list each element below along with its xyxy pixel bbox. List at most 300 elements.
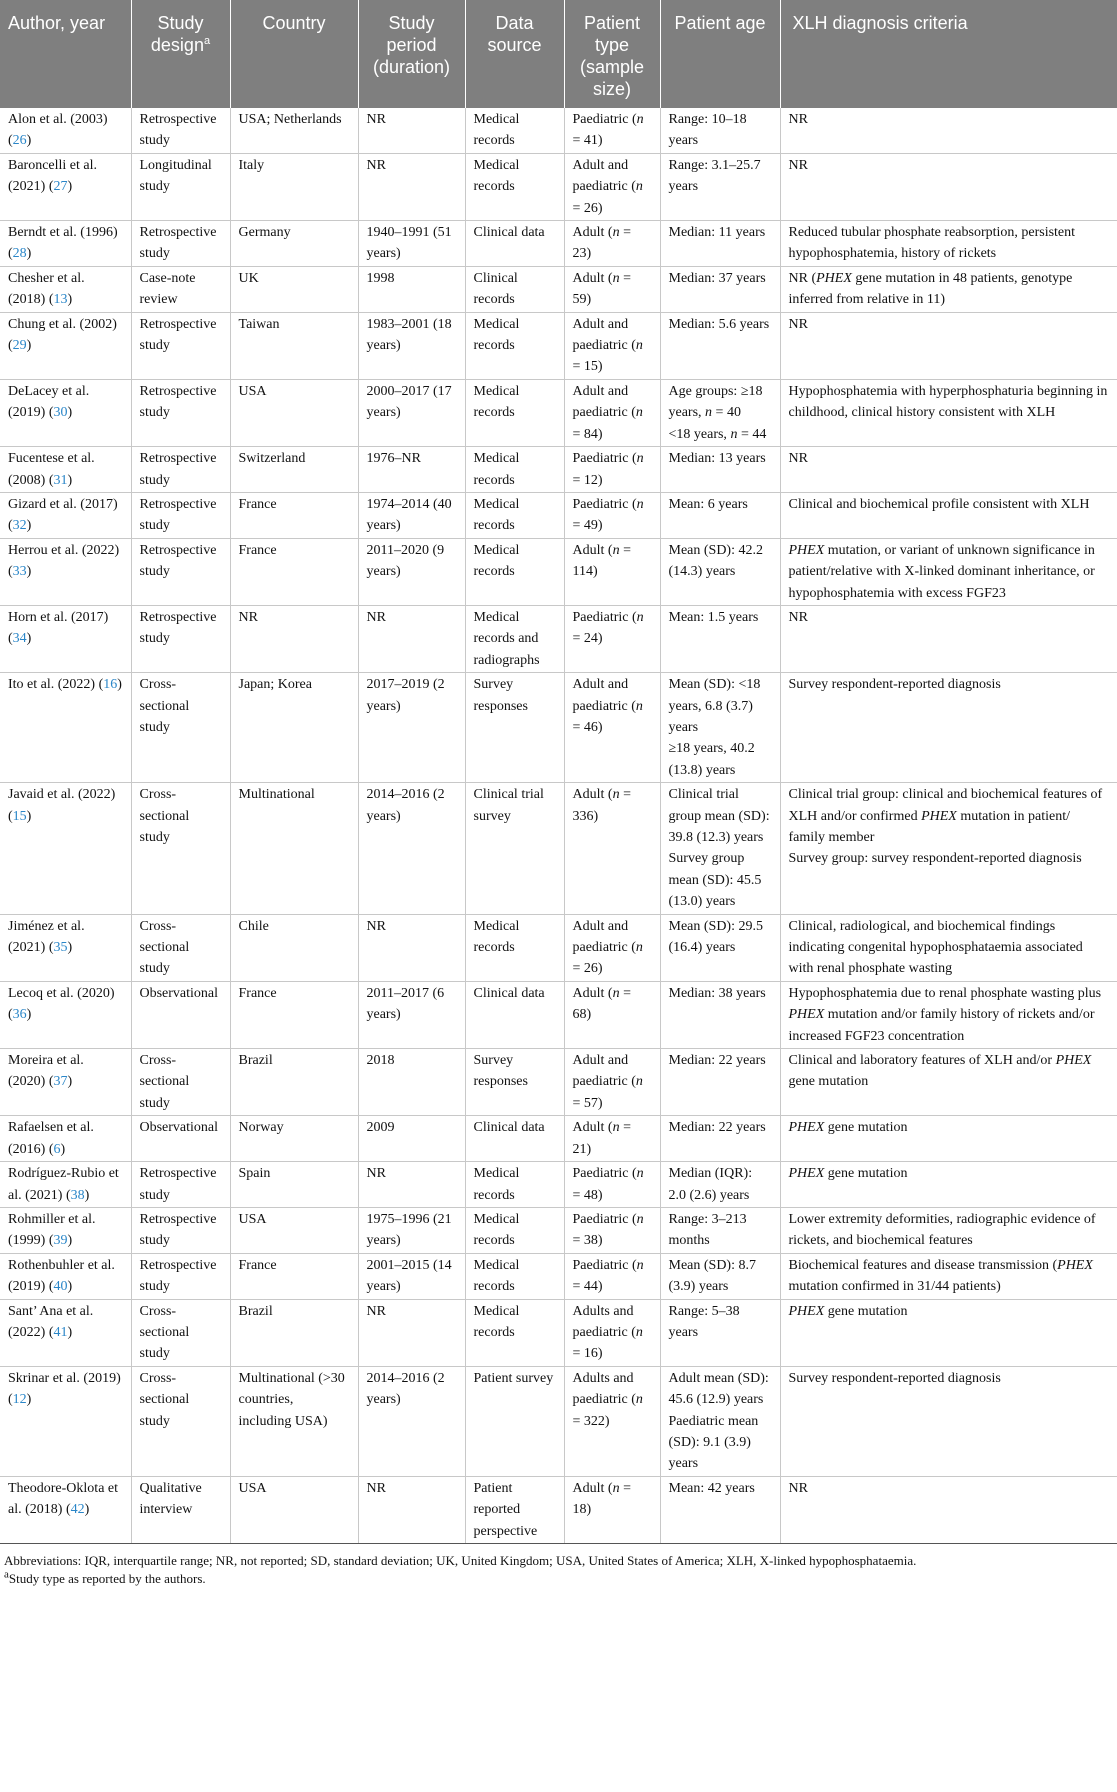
criteria-text: NR	[788, 451, 808, 467]
n-label: n	[612, 225, 620, 241]
patient-type-cell: Paediatric (n = 12)	[564, 447, 660, 493]
source-cell: Medical records	[465, 538, 564, 605]
criteria-text: mutation confirmed in 31/44 patients)	[788, 1279, 1001, 1295]
sample-size: 114	[572, 564, 593, 580]
n-label: n	[635, 1324, 643, 1340]
country-cell: UK	[230, 266, 358, 312]
sample-size: 41	[583, 133, 598, 149]
reference-link[interactable]: 35	[53, 940, 68, 956]
country-cell: Taiwan	[230, 312, 358, 379]
author-text: Jiménez et al. (2021)	[8, 918, 85, 956]
table-row	[0, 538, 1117, 605]
n-label: n	[636, 112, 644, 127]
n-label: n	[635, 338, 643, 354]
design-cell: Retrospective study	[131, 1162, 230, 1208]
reference-link[interactable]: 12	[12, 1392, 27, 1408]
criteria-text: gene mutation	[824, 1166, 908, 1182]
diagnosis-criteria-cell	[780, 981, 1117, 1048]
header-patient-age: Patient age	[660, 0, 780, 108]
reference-link[interactable]: 26	[12, 133, 27, 149]
patient-type-text: Adult	[572, 225, 605, 241]
country-cell: Multinational	[230, 783, 358, 914]
sample-size: 59	[572, 292, 587, 308]
diagnosis-criteria-cell	[780, 221, 1117, 267]
author-cell: Lecoq et al. (2020) (36)	[0, 981, 131, 1048]
sample-size: 57	[583, 1095, 598, 1111]
source-cell: Clinical data	[465, 221, 564, 267]
n-label: n	[635, 179, 643, 195]
patient-type-text: Paediatric	[572, 1211, 629, 1227]
country-cell: France	[230, 981, 358, 1048]
design-cell: Cross-sectional study	[131, 783, 230, 914]
sample-size: 44	[583, 1279, 598, 1295]
period-cell: NR	[358, 108, 465, 153]
age-text: Median: 37 years	[668, 270, 766, 286]
author-cell: Alon et al. (2003) (26)	[0, 108, 131, 153]
period-cell: 1940–1991 (51 years)	[358, 221, 465, 267]
patient-age-cell	[660, 673, 780, 783]
n-label: n	[612, 985, 620, 1001]
country-cell: Japan; Korea	[230, 673, 358, 783]
criteria-text: NR	[788, 1480, 808, 1496]
design-cell: Retrospective study	[131, 379, 230, 446]
diagnosis-criteria-cell	[780, 1366, 1117, 1476]
author-cell: Chesher et al. (2018) (13)	[0, 266, 131, 312]
table-footnotes	[0, 1544, 1117, 1588]
patient-type-text: Adult and paediatric	[572, 677, 629, 714]
country-cell: USA	[230, 379, 358, 446]
age-text: Mean: 6 years	[668, 496, 748, 512]
author-text: Chesher et al. (2018)	[8, 270, 85, 308]
footnote-a-marker: a	[203, 35, 211, 47]
patient-type-cell: Adult (n = 68)	[564, 981, 660, 1048]
patient-type-text: Adults and paediatric	[572, 1370, 634, 1408]
author-text: Sant’ Ana et al. (2022)	[8, 1303, 94, 1340]
n-label: n	[635, 1074, 643, 1090]
diagnosis-criteria-cell	[780, 914, 1117, 981]
author-text: Fucentese et al. (2008)	[8, 451, 95, 488]
author-cell: Sant’ Ana et al. (2022) (41)	[0, 1299, 131, 1366]
age-text: Range: 3–213 months	[668, 1211, 747, 1249]
age-text: Range: 10–18 years	[668, 112, 747, 149]
patient-age-cell	[660, 981, 780, 1048]
reference-link[interactable]: 29	[12, 338, 27, 354]
source-cell: Medical records	[465, 108, 564, 153]
author-cell: Baroncelli et al. (2021) (27)	[0, 153, 131, 220]
age-text: Median: 13 years	[668, 451, 766, 467]
age-text: Mean (SD): 29.5 (16.4) years	[668, 918, 763, 956]
author-text: Moreira et al. (2020)	[8, 1053, 84, 1090]
reference-link[interactable]: 16	[103, 677, 118, 693]
table-row	[0, 1116, 1117, 1162]
source-cell: Medical records	[465, 492, 564, 538]
period-cell: 1974–2014 (40 years)	[358, 492, 465, 538]
diagnosis-criteria-cell	[780, 108, 1117, 153]
reference-link[interactable]: 34	[12, 631, 27, 647]
author-text: Ito et al. (2022)	[8, 677, 96, 693]
patient-type-text: Paediatric	[572, 1166, 629, 1182]
age-n: 40	[726, 405, 741, 421]
patient-type-text: Adult and paediatric	[572, 918, 629, 956]
country-cell: NR	[230, 605, 358, 672]
age-text: Range: 3.1–25.7 years	[668, 157, 761, 195]
period-cell: 2011–2017 (6 years)	[358, 981, 465, 1048]
sample-size: 38	[583, 1233, 598, 1249]
source-cell: Patient survey	[465, 1366, 564, 1476]
period-cell: 2011–2020 (9 years)	[358, 538, 465, 605]
author-text: Rothenbuhler et al. (2019)	[8, 1257, 115, 1295]
period-cell: 2009	[358, 1116, 465, 1162]
period-cell: NR	[358, 1476, 465, 1543]
author-text: Herrou et al. (2022)	[8, 542, 120, 558]
study-type-footnote: $^a$Study type as reported by the authors.	[4, 1568, 206, 1586]
period-cell: 2017–2019 (2 years)	[358, 673, 465, 783]
age-text: Median: 11 years	[668, 225, 766, 241]
patient-type-text: Paediatric	[572, 112, 629, 127]
reference-link[interactable]: 15	[12, 808, 27, 824]
period-cell: 1976–NR	[358, 447, 465, 493]
sample-size: 12	[583, 472, 598, 488]
table-row	[0, 1299, 1117, 1366]
author-text: Rafaelsen et al. (2016)	[8, 1120, 94, 1157]
design-cell: Retrospective study	[131, 108, 230, 153]
design-cell: Observational	[131, 981, 230, 1048]
age-text: Mean (SD): 42.2 (14.3) years	[668, 542, 763, 580]
reference-link[interactable]: 41	[53, 1324, 68, 1340]
header-diagnosis-criteria: XLH diagnosis criteria	[780, 0, 1117, 108]
n-label: n	[636, 609, 644, 625]
source-cell: Medical records and radiographs	[465, 605, 564, 672]
design-cell: Cross-sectional study	[131, 1366, 230, 1476]
patient-type-cell: Adult (n = 23)	[564, 221, 660, 267]
table-row	[0, 221, 1117, 267]
source-cell: Medical records	[465, 1253, 564, 1299]
period-cell: NR	[358, 153, 465, 220]
age-line: Mean (SD): <18 years, 6.8 (3.7) years	[668, 677, 761, 735]
author-cell: Rohmiller et al. (1999) (39)	[0, 1207, 131, 1253]
patient-type-text: Paediatric	[572, 451, 629, 467]
author-cell: Skrinar et al. (2019) (12)	[0, 1366, 131, 1476]
design-cell: Cross-sectional study	[131, 914, 230, 981]
reference-link[interactable]: 30	[53, 405, 68, 421]
n-label: n	[612, 787, 620, 803]
table-row	[0, 783, 1117, 914]
patient-type-text: Adult and paediatric	[572, 1053, 629, 1090]
sample-size: 16	[583, 1346, 598, 1362]
period-cell: NR	[358, 1162, 465, 1208]
author-cell: Chung et al. (2002) (29)	[0, 312, 131, 379]
header-row	[0, 0, 1117, 108]
patient-type-text: Adult and paediatric	[572, 316, 629, 354]
diagnosis-criteria-cell	[780, 1253, 1117, 1299]
n-label: n	[612, 542, 620, 558]
age-line: Age groups: ≥18 years,	[668, 383, 763, 421]
author-cell: Ito et al. (2022) (16)	[0, 673, 131, 783]
source-cell: Medical records	[465, 1162, 564, 1208]
patient-age-cell	[660, 538, 780, 605]
table-row	[0, 266, 1117, 312]
patient-type-text: Adult	[572, 1120, 605, 1136]
table-row	[0, 1476, 1117, 1543]
table-row	[0, 108, 1117, 153]
patient-type-cell: Paediatric (n = 38)	[564, 1207, 660, 1253]
author-cell: Fucentese et al. (2008) (31)	[0, 447, 131, 493]
table-row	[0, 673, 1117, 783]
patient-type-cell: Paediatric (n = 24)	[564, 605, 660, 672]
n-label: n	[636, 1211, 644, 1227]
author-text: Alon et al. (2003)	[8, 112, 108, 127]
criteria-text: NR	[788, 316, 808, 332]
author-cell: Jiménez et al. (2021) (35)	[0, 914, 131, 981]
source-cell: Clinical data	[465, 981, 564, 1048]
patient-age-cell	[660, 1116, 780, 1162]
age-line: ≥18 years, 40.2 (13.8) years	[668, 741, 755, 778]
table-row	[0, 914, 1117, 981]
criteria-text: Clinical and biochemical profile consistent with XLH	[788, 496, 1090, 512]
table-row	[0, 492, 1117, 538]
age-line: Paediatric mean (SD): 9.1 (3.9) years	[668, 1413, 759, 1472]
criteria-text: Hypophosphatemia due to renal phosphate wasting plus	[788, 985, 1102, 1001]
source-cell: Medical records	[465, 914, 564, 981]
age-text: Median: 38 years	[668, 985, 766, 1001]
table-row	[0, 1207, 1117, 1253]
n-label: n	[730, 426, 738, 442]
n-label: n	[612, 270, 620, 286]
design-cell: Qualitative interview	[131, 1476, 230, 1543]
patient-age-cell	[660, 1207, 780, 1253]
patient-type-cell: Paediatric (n = 48)	[564, 1162, 660, 1208]
design-cell: Retrospective study	[131, 1253, 230, 1299]
author-cell: Herrou et al. (2022) (33)	[0, 538, 131, 605]
age-text: Mean: 42 years	[668, 1480, 755, 1496]
source-cell: Medical records	[465, 153, 564, 220]
patient-type-cell: Adult (n = 336)	[564, 783, 660, 914]
patient-type-cell: Adults and paediatric (n = 322)	[564, 1366, 660, 1476]
patient-type-cell: Adult and paediatric (n = 57)	[564, 1049, 660, 1116]
table-row	[0, 1366, 1117, 1476]
age-text: Median: 22 years	[668, 1120, 766, 1136]
patient-type-cell: Adult (n = 18)	[564, 1476, 660, 1543]
author-cell: Javaid et al. (2022) (15)	[0, 783, 131, 914]
country-cell: Chile	[230, 914, 358, 981]
patient-age-cell	[660, 447, 780, 493]
patient-age-cell	[660, 1162, 780, 1208]
patient-type-cell: Paediatric (n = 41)	[564, 108, 660, 153]
author-text: Rohmiller et al. (1999)	[8, 1211, 96, 1249]
criteria-text: gene mutation	[824, 1120, 908, 1136]
table-body	[0, 108, 1117, 1544]
abbreviations-footnote: Abbreviations: IQR, interquartile range; NR, not reported; SD, standard deviation; UK, United Kingdom; USA, United States of America; XLH, X-linked hypophosphataemia.	[4, 1553, 917, 1568]
patient-type-cell: Adult (n = 21)	[564, 1116, 660, 1162]
period-cell: 2014–2016 (2 years)	[358, 1366, 465, 1476]
criteria-text: mutation and/or family history of rickets and/or increased FGF23 concentration	[788, 1007, 1095, 1044]
criteria-text: NR	[788, 157, 808, 173]
patient-type-text: Paediatric	[572, 496, 629, 512]
reference-link[interactable]: 33	[12, 564, 27, 580]
reference-link[interactable]: 13	[53, 292, 68, 308]
gene-name: PHEX	[788, 542, 825, 558]
diagnosis-criteria-cell	[780, 783, 1117, 914]
diagnosis-criteria-cell	[780, 1207, 1117, 1253]
diagnosis-criteria-cell	[780, 312, 1117, 379]
n-label: n	[612, 1480, 620, 1496]
header-data-source: Data source	[465, 0, 564, 108]
age-text: Median (IQR): 2.0 (2.6) years	[668, 1166, 753, 1203]
design-cell: Retrospective study	[131, 221, 230, 267]
patient-type-text: Adult	[572, 542, 605, 558]
period-cell: 2001–2015 (14 years)	[358, 1253, 465, 1299]
diagnosis-criteria-cell	[780, 538, 1117, 605]
author-cell: Gizard et al. (2017) (32)	[0, 492, 131, 538]
n-label: n	[635, 1392, 643, 1408]
author-text: Baroncelli et al. (2021)	[8, 157, 98, 195]
patient-age-cell	[660, 914, 780, 981]
sample-size: 46	[583, 719, 598, 735]
table-row	[0, 379, 1117, 446]
period-cell: NR	[358, 605, 465, 672]
criteria-text: NR (	[788, 270, 817, 286]
patient-type-text: Paediatric	[572, 609, 629, 625]
patient-type-cell: Paediatric (n = 49)	[564, 492, 660, 538]
author-cell: Rothenbuhler et al. (2019) (40)	[0, 1253, 131, 1299]
criteria-text: Survey group: survey respondent-reported diagnosis	[788, 851, 1082, 867]
period-cell: 1998	[358, 266, 465, 312]
design-cell: Longitudinal study	[131, 153, 230, 220]
author-cell: Horn et al. (2017) (34)	[0, 605, 131, 672]
criteria-text: gene mutation	[788, 1074, 869, 1090]
age-text: Median: 5.6 years	[668, 316, 770, 332]
diagnosis-criteria-cell	[780, 1116, 1117, 1162]
patient-age-cell	[660, 783, 780, 914]
diagnosis-criteria-cell	[780, 153, 1117, 220]
source-cell: Medical records	[465, 312, 564, 379]
patient-type-cell: Adult and paediatric (n = 26)	[564, 914, 660, 981]
sample-size: 48	[583, 1187, 598, 1203]
patient-age-cell	[660, 1366, 780, 1476]
criteria-text: gene mutation	[824, 1303, 908, 1319]
sample-size: 24	[583, 631, 598, 647]
n-label: n	[612, 1120, 620, 1136]
reference-link[interactable]: 39	[53, 1233, 68, 1249]
author-cell: DeLacey et al. (2019) (30)	[0, 379, 131, 446]
sample-size: 49	[583, 518, 598, 534]
diagnosis-criteria-cell	[780, 492, 1117, 538]
reference-link[interactable]: 40	[53, 1279, 68, 1295]
table-row	[0, 1162, 1117, 1208]
design-cell: Retrospective study	[131, 605, 230, 672]
age-line: <18 years,	[668, 426, 731, 442]
design-cell: Retrospective study	[131, 447, 230, 493]
criteria-text: NR	[788, 609, 808, 625]
n-label: n	[635, 940, 643, 956]
patient-type-text: Adult	[572, 787, 605, 803]
patient-type-text: Adult and paediatric	[572, 157, 629, 195]
reference-link[interactable]: 6	[53, 1141, 61, 1157]
patient-type-cell: Adult and paediatric (n = 15)	[564, 312, 660, 379]
source-cell: Clinical trial survey	[465, 783, 564, 914]
age-line: Clinical trial group mean (SD): 39.8 (12.3) years	[668, 787, 770, 845]
gene-name: PHEX	[816, 270, 852, 286]
country-cell: Norway	[230, 1116, 358, 1162]
sample-size: 26	[583, 200, 598, 216]
patient-type-text: Paediatric	[572, 1257, 629, 1273]
reference-link[interactable]: 36	[12, 1007, 27, 1023]
age-line: Adult mean (SD): 45.6 (12.9) years	[668, 1370, 769, 1408]
author-cell: Rafaelsen et al. (2016) (6)	[0, 1116, 131, 1162]
country-cell: Brazil	[230, 1299, 358, 1366]
source-cell: Medical records	[465, 1299, 564, 1366]
reference-link[interactable]: 42	[70, 1502, 85, 1518]
sample-size: 26	[583, 961, 598, 977]
reference-link[interactable]: 38	[70, 1187, 85, 1203]
period-cell: NR	[358, 1299, 465, 1366]
country-cell: Switzerland	[230, 447, 358, 493]
period-cell: 1983–2001 (18 years)	[358, 312, 465, 379]
patient-type-cell: Adult and paediatric (n = 84)	[564, 379, 660, 446]
patient-type-text: Adult	[572, 985, 605, 1001]
gene-name: PHEX	[788, 1303, 825, 1319]
sample-size: 336	[572, 808, 594, 824]
age-text: Range: 5–38 years	[668, 1303, 740, 1340]
patient-type-text: Adult	[572, 270, 605, 286]
patient-age-cell	[660, 1253, 780, 1299]
reference-link[interactable]: 32	[12, 518, 27, 534]
design-cell: Cross-sectional study	[131, 1049, 230, 1116]
patient-age-cell	[660, 492, 780, 538]
reference-link[interactable]: 31	[53, 472, 68, 488]
design-cell: Cross-sectional study	[131, 1299, 230, 1366]
patient-type-cell: Adult and paediatric (n = 46)	[564, 673, 660, 783]
reference-link[interactable]: 28	[12, 246, 27, 262]
period-cell: NR	[358, 914, 465, 981]
patient-type-text: Adults and paediatric	[572, 1303, 634, 1340]
reference-link[interactable]: 27	[53, 179, 68, 195]
header-study-design: Study design$^a$	[131, 0, 230, 108]
period-cell: 2014–2016 (2 years)	[358, 783, 465, 914]
patient-age-cell	[660, 1049, 780, 1116]
diagnosis-criteria-cell	[780, 1299, 1117, 1366]
n-label: n	[636, 1166, 644, 1182]
table-row	[0, 605, 1117, 672]
age-text: Mean: 1.5 years	[668, 609, 759, 625]
author-text: Berndt et al. (1996)	[8, 225, 118, 241]
source-cell: Patient reported perspective	[465, 1476, 564, 1543]
diagnosis-criteria-cell	[780, 1049, 1117, 1116]
sample-size: 68	[572, 1007, 587, 1023]
patient-type-cell: Adults and paediatric (n = 16)	[564, 1299, 660, 1366]
gene-name: PHEX	[921, 808, 957, 824]
gene-name: PHEX	[1057, 1257, 1093, 1273]
patient-type-text: Adult	[572, 1480, 605, 1496]
sample-size: 18	[572, 1502, 587, 1518]
n-label: n	[705, 405, 713, 421]
sample-size: 322	[583, 1413, 605, 1429]
country-cell: USA	[230, 1207, 358, 1253]
country-cell: USA; Netherlands	[230, 108, 358, 153]
reference-link[interactable]: 37	[53, 1074, 68, 1090]
source-cell: Clinical records	[465, 266, 564, 312]
diagnosis-criteria-cell	[780, 673, 1117, 783]
table-row	[0, 312, 1117, 379]
author-text: Gizard et al. (2017)	[8, 496, 118, 512]
patient-type-text: Adult and paediatric	[572, 383, 629, 421]
table-row	[0, 447, 1117, 493]
patient-age-cell	[660, 221, 780, 267]
author-text: Horn et al. (2017)	[8, 609, 109, 625]
n-label: n	[636, 1257, 644, 1273]
gene-name: PHEX	[788, 1120, 825, 1136]
criteria-text: Reduced tubular phosphate reabsorption, persistent hypophosphatemia, history of rickets	[788, 225, 1076, 262]
